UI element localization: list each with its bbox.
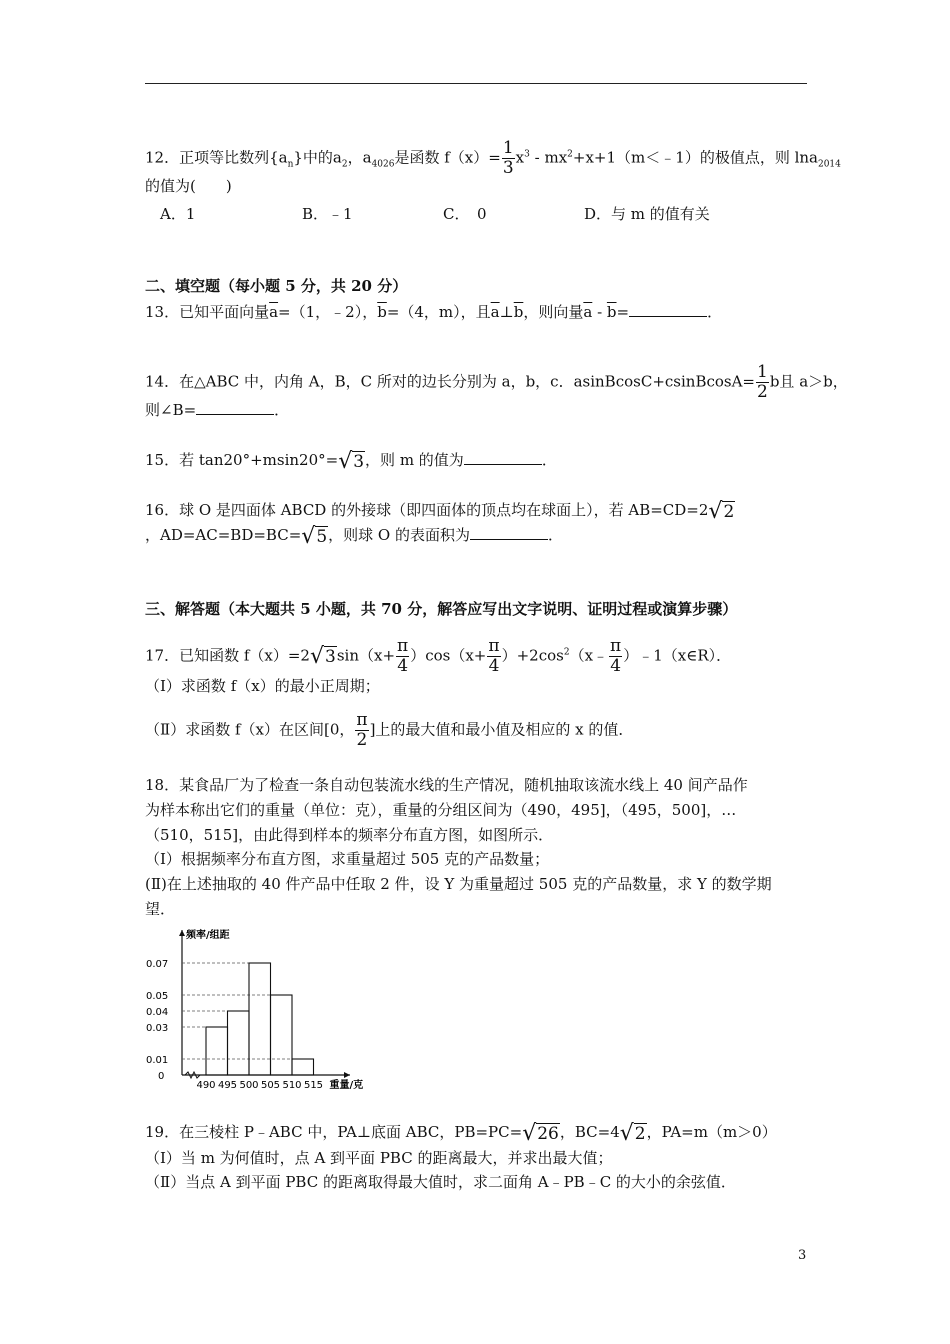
pi-over-4-fraction: $\frac{\pi}{4}$ xyxy=(610,636,622,676)
y-tick-label: 0.07 xyxy=(146,959,169,970)
pi-over-2-fraction: $\frac{\pi}{2}$ xyxy=(356,710,368,750)
histogram-bar xyxy=(206,1027,228,1075)
q14-fraction: $\frac{1}{2}$ xyxy=(757,362,768,402)
q14-line2: 则∠B= ． xyxy=(145,401,290,419)
q17-sub1: （Ⅰ）求函数 f（x）的最小正周期； xyxy=(145,677,380,695)
q18-line5: (Ⅱ)在上述抽取的 40 件产品中任取 2 件，设 Y 为重量超过 505 克的产品数量，求 Y 的数学期 xyxy=(145,875,772,893)
q13: 13．已知平面向量$\overline{a}=(1$，﹣2），$\overline{b}=(4$，m），且$\overline{a}\perp\overline{b}$，则向量$\overline{a} - \overline{b}=$ ． xyxy=(145,303,723,321)
sqrt-symbol: √5 xyxy=(301,523,328,549)
q12-fraction: $\frac{1}{3}$ xyxy=(502,138,514,178)
q19-sub1: （Ⅰ）当 m 为何值时，点 A 到平面 PBC 的距离最大，并求出最大值； xyxy=(145,1149,613,1167)
histogram-bar xyxy=(249,963,271,1075)
answer-blank xyxy=(464,450,542,465)
q12-option-c: C． 0 xyxy=(443,205,487,223)
x-tick-label: 495 xyxy=(217,1080,238,1091)
y-axis-arrow xyxy=(179,930,185,936)
q17-sub2: （Ⅱ）求函数 f（x）在区间[0， $\frac{\pi}{2}$ ]上的最大值和最小值及相应的 x 的值． xyxy=(145,710,634,750)
pi-over-4-fraction: $\frac{\pi}{4}$ xyxy=(488,636,500,676)
q19-line1: 19．在三棱柱 P﹣ABC 中，PA⊥底面 ABC，PB=PC=√26，BC=4√2，PA=m（m＞0） xyxy=(145,1120,777,1146)
vector-a: $\overline{a}$ xyxy=(269,303,279,321)
q18-line3: （510，515]，由此得到样本的频率分布直方图，如图所示． xyxy=(145,826,554,844)
sqrt-symbol: √3 xyxy=(338,448,365,474)
q16-line2: ，AD=AC=BD=BC=√5，则球 O 的表面积为 ． xyxy=(145,523,563,549)
q12-line2: 的值为( ) xyxy=(145,177,232,195)
sqrt-symbol: √26 xyxy=(522,1120,559,1146)
x-tick-label: 490 xyxy=(196,1080,216,1091)
q15: 15．若 tan20°+msin20°=√3，则 m 的值为 ． xyxy=(145,448,557,474)
page-number: 3 xyxy=(798,1248,807,1263)
q18-line4: （Ⅰ）根据频率分布直方图，求重量超过 505 克的产品数量； xyxy=(145,850,550,868)
q19-sub2: （Ⅱ）当点 A 到平面 PBC 的距离取得最大值时，求二面角 A﹣PB﹣C 的大小的余弦值． xyxy=(145,1173,736,1191)
x-tick-label: 505 xyxy=(260,1080,281,1091)
histogram-bar xyxy=(228,1011,250,1075)
section2-heading: 二、填空题（每小题 5 分，共 20 分） xyxy=(145,277,408,295)
section3-heading: 三、解答题（本大题共 5 小题，共 70 分，解答应写出文字说明、证明过程或演算步骤） xyxy=(145,600,738,618)
y-tick-label: 0.05 xyxy=(146,991,169,1002)
q12-option-d: D．与 m 的值有关 xyxy=(584,205,710,223)
answer-blank xyxy=(470,525,548,540)
q12-option-b: B．﹣1 xyxy=(302,205,353,223)
q18-line6: 望． xyxy=(145,900,176,918)
histogram-bar xyxy=(292,1059,314,1075)
y-tick-label: 0.03 xyxy=(146,1023,169,1034)
x-axis-label: 重量/克 xyxy=(329,1080,364,1091)
pi-over-4-fraction: $\frac{\pi}{4}$ xyxy=(397,636,409,676)
vector-b: $\overline{b}$ xyxy=(377,303,387,321)
histogram-bar xyxy=(271,995,293,1075)
q12-option-a: A．1 xyxy=(160,205,196,223)
sqrt-symbol: √3 xyxy=(309,644,336,669)
sqrt-symbol: √2 xyxy=(708,498,735,524)
x-tick-label: 500 xyxy=(239,1080,259,1091)
y-tick-label: 0.01 xyxy=(146,1055,169,1066)
answer-blank xyxy=(629,302,707,317)
x-axis-arrow xyxy=(344,1072,350,1078)
q18-line1: 18．某食品厂为了检查一条自动包装流水线的生产情况，随机抽取该流水线上 40 间产品作 xyxy=(145,776,748,794)
x-tick-label: 510 xyxy=(282,1080,302,1091)
q12-line1: 12．正项等比数列$\{a_n\}$中的$a_2$，$a_{4026}$是函数 f（x）= $\frac{1}{3}$ $x^3$ - $mx^2+x+1(m<﹣1)$的极值点，则 lna$_{2014}$ xyxy=(145,138,841,178)
sqrt-symbol: √2 xyxy=(619,1120,646,1146)
q17-line1: 17．已知函数 f（x）=2√3sin（x+ $\frac{\pi}{4}$ ）cos（x+ $\frac{\pi}{4}$ ）$+2\cos^2(x﹣$ $\frac{\pi}{4}$ ）﹣1（x∈R）． xyxy=(145,636,732,676)
header-rule xyxy=(145,83,807,84)
q14-line1: 14．在△ABC 中，内角 A，B，C 所对的边长分别为 a，b，c．asinBcosC+csinBcosA= $\frac{1}{2}$ b且 a＞b， xyxy=(145,362,848,402)
x-tick-label: 515 xyxy=(303,1080,324,1091)
answer-blank xyxy=(196,400,274,415)
y-tick-label: 0.04 xyxy=(146,1007,169,1018)
q16-line1: 16．球 O 是四面体 ABCD 的外接球（即四面体的顶点均在球面上），若 AB=CD=2√2 xyxy=(145,498,735,524)
frequency-histogram xyxy=(140,920,380,1100)
origin-label: 0 xyxy=(158,1071,165,1082)
q18-line2: 为样本称出它们的重量（单位：克），重量的分组区间为（490，495]，（495，500]，… xyxy=(145,801,737,819)
y-axis-label: 频率/组距 xyxy=(186,930,230,941)
